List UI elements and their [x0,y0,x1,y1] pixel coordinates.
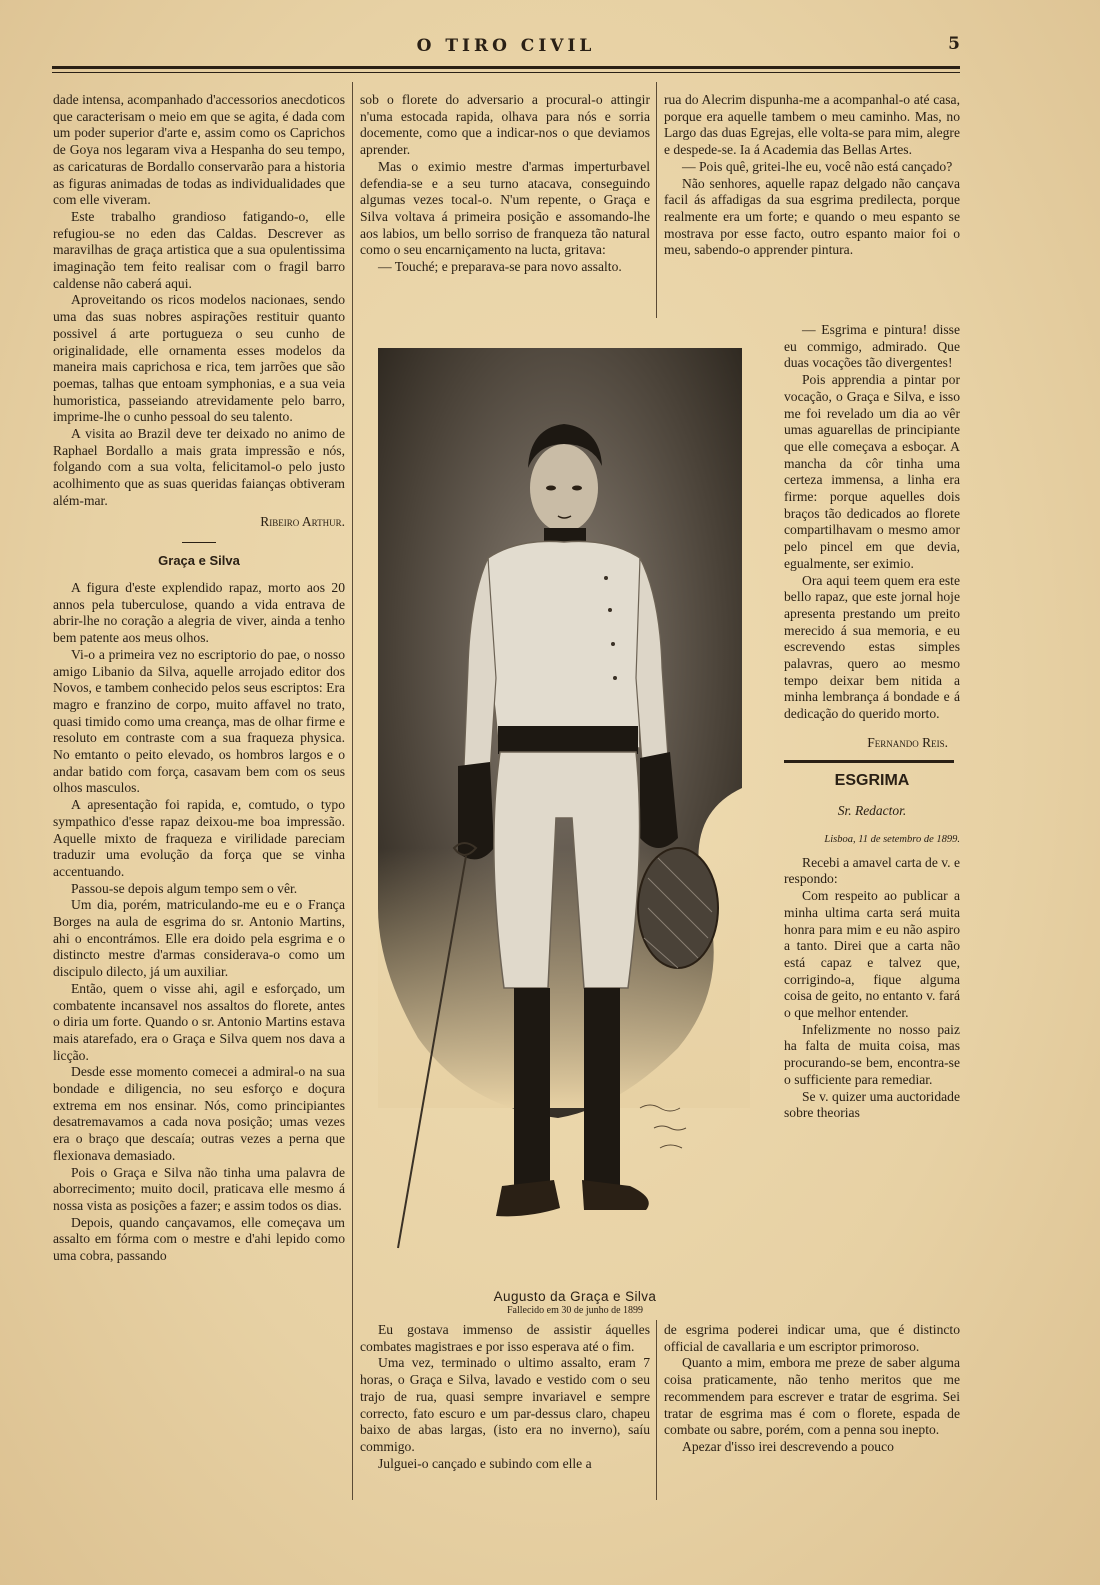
paragraph: de esgrima poderei indicar uma, que é distincto official de cavallaria e um escriptor primoroso. [664,1322,960,1354]
column-1 [53,92,345,1265]
dateline: Lisboa, 11 de setembro de 1899. [824,833,960,845]
paragraph: Um dia, porém, matriculando-me eu e o França Borges na aula de esgrima do sr. Antonio Martins, ahi o encontrámos. Elle era doido pela esgrima e o distincto mestre d'armas considerava-o como um discipulo dilecto, já um auxiliar. [53,897,345,980]
paragraph: Se v. quizer uma auctoridade sobre theorias [784,1088,960,1121]
paragraph: Não senhores, aquelle rapaz delgado não cançava facil ás affadigas da sua esgrima predilecta, porque realmente era um forte; e quando o meu espanto se mostrava por esse facto, outro espanto maior foi o meu, sabendo-o apprender pintura. [664,175,960,258]
portrait-illustration [378,348,750,1281]
paragraph: dade intensa, acompanhado d'accessorios anecdoticos que caracterisam o meio em que se agita, é dada com um poder superior d'arte e, assim como os Caprichos de Goya nos legaram viva a Hespanha do seu tempo, as caricaturas de Bordallo conservarão para a historia as figuras animadas de todas as individualidades que com elle viveram. [53,92,345,208]
paragraph: Mas o eximio mestre d'armas imperturbavel defendia-se e a seu turno atacava, conseguindo algumas vezes tocal-o. N'um repente, o Graça e Silva voltava á primeira posição e assomando-lhe aos labios, um bello sorriso de franqueza tão natural como o seu encarniçamento na lucta, gritava: [360,158,650,258]
paragraph: A figura d'este explendido rapaz, morto aos 20 annos pela tuberculose, quando a vida entrava de abrir-lhe no coração a alegria de viver, ainda a tenho bem patente aos meus olhos. [53,579,345,646]
paragraph: A apresentação foi rapida, e, comtudo, o typo sympathico d'esse rapaz deixou-me boa impressão. Aquelle mixto de fraqueza e virilidade pareciam traduzir uma evolução da força que se vinha accentuando. [53,797,345,879]
paragraph: Julguei-o cançado e subindo com elle a [378,1455,592,1471]
paragraph: Desde esse momento comecei a admiral-o na sua bondade e diligencia, no seu esforço e doçura extrema em nos ensinar. Nós, como principiantes desatremavamos a cada nova posição; umas vezes era o braço que descaía; outras vezes a perna que flexionava demasiado. [53,1064,345,1163]
paragraph: Vi-o a primeira vez no escriptorio do pae, o nosso amigo Libanio da Silva, aquelle arrojado editor dos Novos, e tambem conhecido pelos seus escriptos: Era magro e franzino de corpo, muito affavel no trato, quasi timido como uma creança, mas de olhar firme e resoluto em contraste com a sua fraqueza physica. No emtanto o peito elevado, os hombros largos e o andar batido com força, casavam bem com os seus olhos masculos. [53,646,345,796]
paragraph: Quanto a mim, embora me preze de saber alguma coisa praticamente, não tenho meritos que me recommendem para escrever e tratar de esgrima. Sei tratar de esgrima mas é com o florete, espada de combate ou sabre, porém, com a penna sou inepto. [664,1355,960,1438]
section-title-esgrima: ESGRIMA [834,771,910,789]
paragraph: Infelizmente no nosso paiz ha falta de muita coisa, mas procurando-se bem, encontra-se o sufficiente para remediar. [784,1021,960,1087]
column-2-bottom [360,1322,650,1472]
column-3-narrow [784,322,960,1122]
paragraph: Com respeito ao publicar a minha ultima carta será muita honra para mim e eu não aspiro a tanto. Direi que a carta não está capaz e talvez que, corrigindo-a, fique alguma coisa de geito, no entanto v. fará o que melhor entender. [784,888,960,1021]
column-separator [656,82,657,318]
paragraph: Ora aqui teem quem era este bello rapaz, que este jornal hoje apresenta prestando um preito merecido á sua memoria, e eu escrevendo estas simples palavras, quero ao mesmo tempo deixar bem nitida a minha lembrança á bondade e á dedicação do querido morto. [784,572,960,722]
masthead-rule-thin [52,72,960,73]
caption-date: Fallecido em 30 de junho de 1899 [506,1305,644,1316]
salutation: Sr. Redactor. [837,803,907,819]
section-rule [784,760,954,763]
paragraph: Então, quem o visse ahi, agil e esforçado, um combatente incansavel nos assaltos do florete, antes o diria um forte. Quando o sr. Antonio Martins estava mais atarefado, era o Graça e Silva quem nos dava a licção. [53,980,345,1063]
column-3-top [664,92,960,259]
masthead [52,36,960,76]
page-number: 5 [948,34,960,54]
column-separator [656,1320,657,1500]
paragraph: Apezar d'isso irei descrevendo a pouco [682,1438,894,1454]
figure-caption [420,1289,730,1316]
author-signature: Ribeiro Arthur. [260,513,345,529]
column-2-top [360,92,650,276]
paragraph: Eu gostava immenso de assistir áquelles combates magistraes e por isso esperava até o fim. [360,1322,650,1354]
paragraph: — Esgrima e pintura! disse eu commigo, admirado. Que duas vocações tão divergentes! [784,322,960,371]
paragraph: Pois o Graça e Silva não tinha uma palavra de aborrecimento; muito docil, praticava elle mesmo á nossa vista as posições a fazer; e assim todos os dias. [53,1164,345,1213]
paragraph: — Touché; e preparava-se para novo assalto. [378,259,622,275]
paragraph: Aproveitando os ricos modelos nacionaes, sendo uma das suas nobres aspirações restituir quanto possivel á arte portugueza o seu cunho de originalidade, elle ornamenta esses modelos da maneira mais caprichosa e rica, tem jarrões que são poemas, talhas que entoam symphonias, e a sua veia humoristica, passeiando atrevidamente pelo barro, imprime-lhe o cunho pessoal do seu talento. [53,292,345,425]
paragraph: sob o florete do adversario a procural-o attingir n'uma estocada rapida, olhava para nós e sorria docemente, como que a indicar-nos o que deviamos aprender. [360,92,650,158]
paragraph: Este trabalho grandioso fatigando-o, elle refugiou-se no eden das Caldas. Descrever as maravilhas de graça artistica que a sua opulentissima imaginação tem feito realisar com o fragil barro caldense não caberá aqui. [53,208,345,291]
section-divider [182,542,216,543]
author-signature: Fernando Reis. [867,734,948,750]
paragraph: — Pois quê, gritei-lhe eu, você não está cançado? [682,158,953,174]
paragraph: Recebi a amavel carta de v. e respondo: [784,854,960,887]
fencer-portrait-drawing [378,348,750,1281]
section-title: Graça e Silva [158,553,240,569]
newspaper-title: O TIRO CIVIL [416,36,596,56]
column-3-bottom [664,1322,960,1456]
paragraph: rua do Alecrim dispunha-me a acompanhal-o até casa, porque era aquelle tambem o meu caminho. Mas, no Largo das duas Egrejas, elle volta-se para mim, alegre e despede-se. Ia á Academia das Bellas Artes. [664,92,960,158]
column-separator [352,82,353,1500]
paragraph: Passou-se depois algum tempo sem o vêr. [71,880,298,896]
paragraph: Uma vez, terminado o ultimo assalto, eram 7 horas, o Graça e Silva, lavado e vestido com o seu trajo de rua, quasi sempre invariavel e sempre correcto, fato escuro e um par-dessus claro, chapeu baixo de abas largas, (isto era no inverno), saíu commigo. [360,1355,650,1454]
paragraph: Pois apprendia a pintar por vocação, o Graça e Silva, e isso me foi revelado um dia ao vêr umas aguarellas de principiante que elle começava a esboçar. A mancha da côr tinha uma certeza immensa, a linha era firme: porque aquelles dois braços tão dedicados ao florete compartilhavam o mesmo amor pelo pincel em que devia, egualmente, ser eximio. [784,372,960,571]
paragraph: A visita ao Brazil deve ter deixado no animo de Raphael Bordallo a mais grata impressão e nós, folgando com a sua volta, felicitamol-o pelo justo acolhimento que as suas queridas faianças obtiveram além-mar. [53,426,345,508]
paragraph: Depois, quando cançavamos, elle começava um assalto em fórma com o mestre e d'ahi lepido como uma cobra, passando [53,1214,345,1264]
masthead-rule [52,66,960,69]
caption-name: Augusto da Graça e Silva [493,1289,657,1304]
